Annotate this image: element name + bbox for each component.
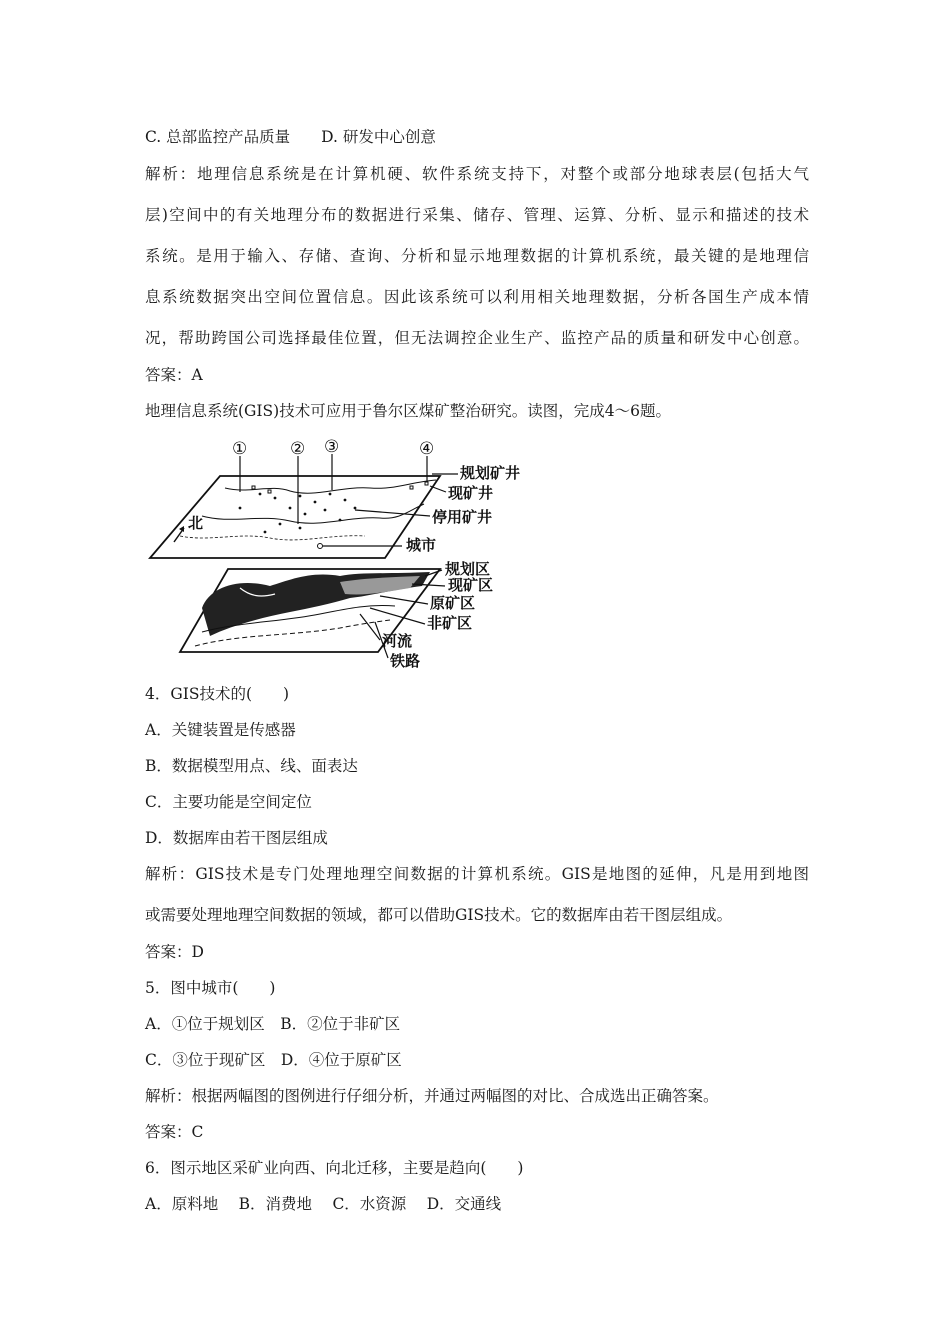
q3-analysis-line-4: 息系统数据突出空间位置信息。因此该系统可以利用相关地理数据，分析各国生产成本情 <box>145 288 809 306</box>
legend-closed-mine: 停用矿井 <box>432 508 493 526</box>
q4-option-a: A．关键装置是传感器 <box>145 721 296 739</box>
q3-analysis-line-5: 况，帮助跨国公司选择最佳位置，但无法调控企业生产、监控产品的质量和研发中心创意。 <box>145 329 809 347</box>
q5-answer: 答案：C <box>145 1123 204 1141</box>
intro-text: 地理信息系统(GIS)技术可应用于鲁尔区煤矿整治研究。读图，完成4～6题。 <box>145 402 671 420</box>
marker-1: ① <box>232 439 248 459</box>
q3-answer: 答案：A <box>145 366 203 384</box>
legend-railway: 铁路 <box>390 652 421 670</box>
q5-stem: 5．图中城市( ) <box>145 979 276 997</box>
q4-analysis-line-1: 解析：GIS技术是专门处理地理空间数据的计算机系统。GIS是地图的延伸，凡是用到地图 <box>145 865 809 883</box>
q4-option-c: C．主要功能是空间定位 <box>145 793 312 811</box>
q5-analysis: 解析：根据两幅图的图例进行仔细分析，并通过两幅图的对比、合成选出正确答案。 <box>145 1087 719 1105</box>
marker-3: ③ <box>324 437 340 457</box>
q5-options-row-2: C．③位于现矿区 D．④位于原矿区 <box>145 1051 402 1069</box>
legend-current-mine: 现矿井 <box>448 484 494 502</box>
q3-analysis-line-3: 系统。是用于输入、存储、查询、分析和显示地理数据的计算机系统，最关键的是地理信 <box>145 247 809 265</box>
q3-analysis-line-2: 层)空间中的有关地理分布的数据进行采集、储存、管理、运算、分析、显示和描述的技术 <box>145 206 809 224</box>
legend-planned-area: 规划区 <box>445 560 491 578</box>
q4-analysis-line-2: 或需要处理地理空间数据的领域，都可以借助GIS技术。它的数据库由若干图层组成。 <box>145 906 733 924</box>
q4-answer: 答案：D <box>145 943 204 961</box>
legend-current-area: 现矿区 <box>448 576 494 594</box>
q4-stem: 4．GIS技术的( ) <box>145 685 290 703</box>
q6-stem: 6．图示地区采矿业向西、向北迁移，主要是趋向( ) <box>145 1159 524 1177</box>
q5-options-row-1: A．①位于规划区 B．②位于非矿区 <box>145 1015 401 1033</box>
q6-options: A．原料地 B．消费地 C．水资源 D．交通线 <box>145 1195 502 1213</box>
gis-layers-figure <box>140 436 560 672</box>
q4-option-d: D．数据库由若干图层组成 <box>145 829 328 847</box>
marker-4: ④ <box>419 439 435 459</box>
legend-city: 城市 <box>406 536 437 554</box>
q3-options-cd: C. 总部监控产品质量 D. 研发中心创意 <box>145 128 436 146</box>
legend-planned-mine: 规划矿井 <box>460 464 521 482</box>
q4-option-b: B．数据模型用点、线、面表达 <box>145 757 358 775</box>
legend-non-mining-area: 非矿区 <box>427 614 473 632</box>
legend-former-area: 原矿区 <box>430 594 476 612</box>
north-label: 北 <box>188 514 204 532</box>
q3-analysis-line-1: 解析：地理信息系统是在计算机硬、软件系统支持下，对整个或部分地球表层(包括大气 <box>145 165 809 183</box>
marker-2: ② <box>290 439 306 459</box>
legend-river: 河流 <box>382 632 413 650</box>
